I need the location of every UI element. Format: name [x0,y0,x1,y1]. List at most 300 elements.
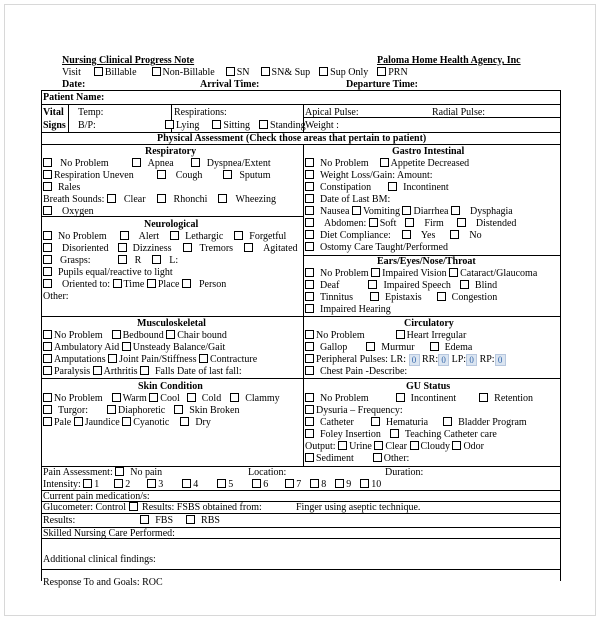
joint-pain-checkbox[interactable] [108,354,117,363]
impaired-hearing-checkbox[interactable] [305,304,314,313]
urine-checkbox[interactable] [338,441,347,450]
prn-checkbox[interactable] [377,67,386,76]
gu-row1 [305,393,533,404]
field-label: 9 [346,479,352,490]
apnea-checkbox[interactable] [132,158,141,167]
field-label: 2 [125,479,131,490]
field-label: Soft [379,218,397,229]
bp-label: B/P: [78,120,96,131]
clear-checkbox[interactable] [107,194,116,203]
grasps-checkbox[interactable] [43,255,52,264]
eent-row1 [305,268,537,279]
cloudy-checkbox[interactable] [410,441,419,450]
warm-checkbox[interactable] [112,393,121,402]
resp-no-problem-checkbox[interactable] [43,158,52,167]
field-label: Clammy [245,393,280,404]
wheezing-checkbox[interactable] [218,194,227,203]
gastro-row3 [305,182,449,193]
field-label: 5 [228,479,234,490]
skin-row2 [43,405,240,416]
grasp-l-checkbox[interactable] [152,255,161,264]
field-label: Constipation [320,182,372,193]
pupils-row [43,267,173,278]
impaired-vision-checkbox[interactable] [371,268,380,277]
oriented-checkbox[interactable] [43,279,52,288]
clear-urine-checkbox[interactable] [374,441,383,450]
visit-row [62,67,408,78]
distended-checkbox[interactable] [457,218,466,227]
last-bm-checkbox[interactable] [305,194,314,203]
intensity-8-checkbox[interactable] [310,479,319,488]
bp-positions [165,120,306,131]
sup-only-label: Sup Only [330,67,369,78]
skin-no-problem-checkbox[interactable] [43,393,52,402]
field-label: No Problem [60,158,109,169]
respiratory-title: Respiratory [145,146,197,157]
neuro-title: Neurological [144,219,199,230]
oxygen-checkbox[interactable] [43,206,52,215]
field-label: Pain Assessment: [43,467,113,478]
field-label: Lying [176,120,200,131]
field-label: Diaphoretic [118,405,166,416]
pupils-checkbox[interactable] [43,267,52,276]
grasp-r-checkbox[interactable] [118,255,127,264]
field-label: No Problem [320,393,369,404]
departure-label: Departure Time: [346,79,418,90]
gastro-row5 [305,206,513,217]
field-label: Ambulatory Aid [54,342,120,353]
falls-checkbox[interactable] [140,366,149,375]
gu-row3 [305,417,527,428]
field-label: Bladder Program [458,417,527,428]
cool-checkbox[interactable] [149,393,158,402]
field-label: Rales [58,182,81,193]
form-title: Nursing Clinical Progress Note [62,55,195,66]
eent-title: Ears/Eyes/Nose/Throat [377,256,476,267]
weight-label: Weight : [305,120,339,131]
sn-sup-label: SN& Sup [271,67,311,78]
cataract-checkbox[interactable] [449,268,458,277]
vital-label: Vital [43,107,64,118]
neuro-row2 [43,243,298,254]
grasps-row: Grasps: R L: [43,255,178,266]
field-label: Tremors [199,243,234,254]
intensity-2-checkbox[interactable] [114,479,123,488]
field-label: Cool [160,393,180,404]
constipation-checkbox[interactable] [305,182,314,191]
field-label: Skin Broken [189,405,240,416]
field-label: Contracture [210,354,258,365]
musculo-title: Musculoskeletal [137,318,206,329]
tremors-checkbox[interactable] [183,243,192,252]
field-label: Results: FSBS obtained from: [142,502,262,513]
field-label: Urine [349,441,372,452]
person-checkbox[interactable] [182,279,191,288]
skin-row1 [43,393,280,404]
place-checkbox[interactable] [147,279,156,288]
field-label: Other: [383,453,410,464]
blind-checkbox[interactable] [460,280,469,289]
field-label: Heart Irregular [406,330,467,341]
musculo-row3 [43,354,257,365]
unsteady-balance-checkbox[interactable] [122,342,131,351]
field-label: Weight Loss/Gain: Amount: [320,170,433,181]
bladder-program-checkbox[interactable] [443,417,452,426]
diarrhea-checkbox[interactable] [402,206,411,215]
standing-checkbox[interactable] [259,120,268,129]
neuro-row1 [43,231,286,242]
field-label: 6 [263,479,269,490]
gu-no-problem-checkbox[interactable] [305,393,314,402]
rhonchi-checkbox[interactable] [157,194,166,203]
field-label: Catheter [320,417,354,428]
musc-no-problem-checkbox[interactable] [43,330,52,339]
field-label: No Problem [316,330,365,341]
chest-row [305,366,407,377]
vomiting-checkbox[interactable] [352,206,361,215]
agitated-checkbox[interactable] [244,243,253,252]
dysuria-checkbox[interactable] [305,405,314,414]
field-label: Clear [385,441,407,452]
field-label: Impaired Hearing [320,304,391,315]
ostomy-checkbox[interactable] [305,242,314,251]
ambulatory-aid-checkbox[interactable] [43,342,52,351]
chair-bound-checkbox[interactable] [166,330,175,339]
deaf-checkbox[interactable] [305,280,314,289]
agency-name: Paloma Home Health Agency, Inc [377,55,521,66]
signs-label: Signs [43,120,66,131]
respiratory-row1 [43,158,271,169]
intensity-row [43,479,381,490]
field-label: Lethargic [185,231,224,242]
respiration-uneven-checkbox[interactable] [43,170,52,179]
field-label: Agitated [263,243,298,254]
gu-other-checkbox[interactable] [373,453,382,462]
field-label: Oriented to: [62,279,111,290]
abdomen-checkbox[interactable] [305,218,314,227]
field-label: Ostomy Care Taught/Performed [320,242,448,253]
sitting-checkbox[interactable] [212,120,221,129]
field-label: Murmur [381,342,415,353]
field-label: Sitting [223,120,251,131]
field-label: RP: [479,354,495,365]
gastro-row4 [305,194,390,205]
field-label: Oxygen [62,206,94,217]
bedbound-checkbox[interactable] [112,330,121,339]
field-label: RR: [422,354,439,365]
teaching-catheter-checkbox[interactable] [390,429,399,438]
field-label: Diet Compliance: [320,230,391,241]
rr-field[interactable]: 0 [438,354,449,366]
dry-checkbox[interactable] [180,417,189,426]
skin-title: Skin Condition [138,381,203,392]
intensity-7-checkbox[interactable] [285,479,294,488]
field-label: Teaching Catheter care [404,429,497,440]
circ-row1 [305,330,466,341]
field-label: Dry [195,417,211,428]
field-label: Warm [122,393,147,404]
hematuria-checkbox[interactable] [371,417,380,426]
field-label: Jaundice [84,417,120,428]
field-label: Cyanotic [133,417,170,428]
field-label: Bedbound [122,330,164,341]
diet-checkbox[interactable] [305,230,314,239]
skin-row3 [43,417,211,428]
field-label: Paralysis [54,366,91,377]
duration-label: Duration: [385,467,424,478]
gi-incontinent-checkbox[interactable] [388,182,397,191]
pale-checkbox[interactable] [43,417,52,426]
field-label: Joint Pain/Stiffness [119,354,197,365]
turgor-checkbox[interactable] [43,405,52,414]
chest-pain-checkbox[interactable] [305,366,314,375]
billable-checkbox[interactable] [94,67,103,76]
pulses-checkbox[interactable] [305,354,314,363]
neuro-other-label: Other: [43,291,69,302]
gu-incontinent-checkbox[interactable] [396,393,405,402]
field-label: Incontinent [403,182,449,193]
diaphoretic-checkbox[interactable] [107,405,116,414]
field-label: Date of Last BM: [320,194,391,205]
circ-no-problem-checkbox[interactable] [305,330,314,339]
lr-field[interactable]: 0 [409,354,420,366]
foley-insertion-checkbox[interactable] [305,429,314,438]
gallop-checkbox[interactable] [305,342,314,351]
field-label: Rhonchi [173,194,208,205]
field-label: Results: [43,515,76,526]
respirations-label: Respirations: [174,107,227,118]
field-label: Deaf [320,280,340,291]
field-label: Alert [138,231,160,242]
gastro-row2 [305,170,433,181]
field-label: Incontinent [410,393,457,404]
field-label: Sediment [316,453,354,464]
field-label: Intensity: [43,479,81,490]
results-row [43,515,220,526]
intensity-6-checkbox[interactable] [252,479,261,488]
rp-field[interactable]: 0 [495,354,506,366]
field-label: Dizziness [132,243,172,254]
diet-no-checkbox[interactable] [450,230,459,239]
intensity-3-checkbox[interactable] [147,479,156,488]
location-label: Location: [248,467,287,478]
pulses-row [305,354,506,366]
additional-findings-label: Additional clinical findings: [43,554,156,565]
tinnitus-checkbox[interactable] [305,292,314,301]
gu-title: GU Status [406,381,451,392]
field-label: No Problem [54,393,103,404]
assessment-title: Physical Assessment (Check those areas that pertain to patient) [157,133,427,144]
ostomy-row [305,242,448,253]
sn-sup-checkbox[interactable] [261,67,270,76]
non-billable-checkbox[interactable] [152,67,161,76]
time-checkbox[interactable] [113,279,122,288]
field-label: Respiration Uneven [54,170,134,181]
dizziness-checkbox[interactable] [118,243,127,252]
intensity-1-checkbox[interactable] [83,479,92,488]
sn-checkbox[interactable] [226,67,235,76]
rales-row [43,182,80,193]
no-pain-checkbox[interactable] [115,467,124,476]
skin-broken-checkbox[interactable] [174,405,183,414]
heart-irregular-checkbox[interactable] [396,330,405,339]
response-goals-label: Response To and Goals: ROC [43,577,163,588]
intensity-5-checkbox[interactable] [217,479,226,488]
field-label: Firm [424,218,444,229]
field-label: Pupils equal/reactive to light [58,267,173,278]
paralysis-checkbox[interactable] [43,366,52,375]
field-label: Nausea [320,206,350,217]
field-label: Standing [270,120,306,131]
abdomen-row [305,218,516,229]
field-label: Breath Sounds: [43,194,105,205]
cyanotic-checkbox[interactable] [122,417,131,426]
diet-row [305,230,482,241]
breath-sounds-row [43,194,276,205]
lp-field[interactable]: 0 [466,354,477,366]
field-label: Peripheral Pulses: LR: [316,354,406,365]
assessment-form [41,90,561,588]
respiratory-row2 [43,170,271,181]
field-label: Glucometer: Control [43,502,127,513]
odor-checkbox[interactable] [452,441,461,450]
alert-checkbox[interactable] [120,231,129,240]
field-label: Time [123,279,145,290]
field-label: Person [198,279,227,290]
gu-row4 [305,429,497,440]
field-label: Amputations [54,354,106,365]
field-label: Impaired Speech [383,280,451,291]
field-label: Output: [305,441,336,452]
field-label: No Problem [320,158,369,169]
gu-row2 [305,405,403,416]
glucometer-control-checkbox[interactable] [129,502,138,511]
field-label: 7 [296,479,302,490]
intensity-10-checkbox[interactable] [360,479,369,488]
nausea-checkbox[interactable] [305,206,314,215]
cough-checkbox[interactable] [157,170,166,179]
field-label: RBS [201,515,220,526]
contracture-checkbox[interactable] [199,354,208,363]
intensity-9-checkbox[interactable] [335,479,344,488]
amputations-checkbox[interactable] [43,354,52,363]
field-label: FBS [155,515,174,526]
field-label: Impaired Vision [382,268,447,279]
gi-no-problem-checkbox[interactable] [305,158,314,167]
field-label: 4 [193,479,199,490]
date-label: Date: [62,79,86,90]
dysphagia-checkbox[interactable] [451,206,460,215]
field-label: Appetite Decreased [390,158,470,169]
field-label: 8 [321,479,327,490]
catheter-checkbox[interactable] [305,417,314,426]
oxygen-row [43,206,94,217]
circ-row2 [305,342,472,353]
sn-label: SN [236,67,250,78]
rales-checkbox[interactable] [43,182,52,191]
arthritis-checkbox[interactable] [93,366,102,375]
appetite-decreased-checkbox[interactable] [380,158,389,167]
field-label: Place [157,279,180,290]
temp-label: Temp: [78,107,104,118]
sputum-checkbox[interactable] [223,170,232,179]
diet-yes-checkbox[interactable] [402,230,411,239]
eent-row3 [305,292,497,303]
field-label: Vomiting [362,206,400,217]
rbs-checkbox[interactable] [186,515,195,524]
clammy-checkbox[interactable] [230,393,239,402]
cold-checkbox[interactable] [187,393,196,402]
field-label: Arthritis [103,366,138,377]
sup-only-checkbox[interactable] [319,67,328,76]
impaired-speech-checkbox[interactable] [368,280,377,289]
field-label: Blind [474,280,498,291]
eent-no-problem-checkbox[interactable] [305,268,314,277]
epistaxis-checkbox[interactable] [370,292,379,301]
visit-label: Visit [62,67,81,78]
field-label: No [469,230,482,241]
sediment-checkbox[interactable] [305,453,314,462]
field-label: No Problem [54,330,103,341]
field-label: 10 [371,479,382,490]
field-label: Abdomen: [324,218,367,229]
field-label: Epistaxis [384,292,422,303]
field-label: Pale [54,417,72,428]
gu-row6 [305,453,409,464]
congestion-checkbox[interactable] [437,292,446,301]
field-label: LP: [451,354,467,365]
field-label: Odor [463,441,485,452]
firm-checkbox[interactable] [405,218,414,227]
field-label: Falls Date of last fall: [155,366,242,377]
gu-row5 [305,441,484,452]
lying-checkbox[interactable] [165,120,174,129]
field-label: 3 [158,479,164,490]
field-label: Cataract/Glaucoma [460,268,538,279]
neuro-no-problem-checkbox[interactable] [43,231,52,240]
field-label: Dysphagia [469,206,513,217]
disoriented-checkbox[interactable] [43,243,52,252]
gastro-row1 [305,158,469,169]
field-label: L [169,255,176,266]
retention-checkbox[interactable] [479,393,488,402]
forgetful-checkbox[interactable] [234,231,243,240]
dyspnea-checkbox[interactable] [191,158,200,167]
field-label: Grasps: [60,255,91,266]
field-label: R [134,255,142,266]
field-label: Cold [201,393,222,404]
jaundice-checkbox[interactable] [74,417,83,426]
intensity-4-checkbox[interactable] [182,479,191,488]
field-label: No Problem [58,231,107,242]
medication-label: Current pain medication/s: [43,491,150,502]
field-label: No pain [130,467,163,478]
field-label: Disoriented [62,243,109,254]
field-label: Chest Pain -Describe: [320,366,408,377]
field-label: Congestion [451,292,498,303]
edema-checkbox[interactable] [430,342,439,351]
field-label: Yes [420,230,436,241]
lethargic-checkbox[interactable] [170,231,179,240]
apical-pulse-label: Apical Pulse: [305,107,359,118]
field-label: No Problem [320,268,369,279]
eent-row4 [305,304,391,315]
weight-loss-checkbox[interactable] [305,170,314,179]
pain-row [43,467,162,478]
fbs-checkbox[interactable] [140,515,149,524]
murmur-checkbox[interactable] [366,342,375,351]
soft-checkbox[interactable] [369,218,378,227]
